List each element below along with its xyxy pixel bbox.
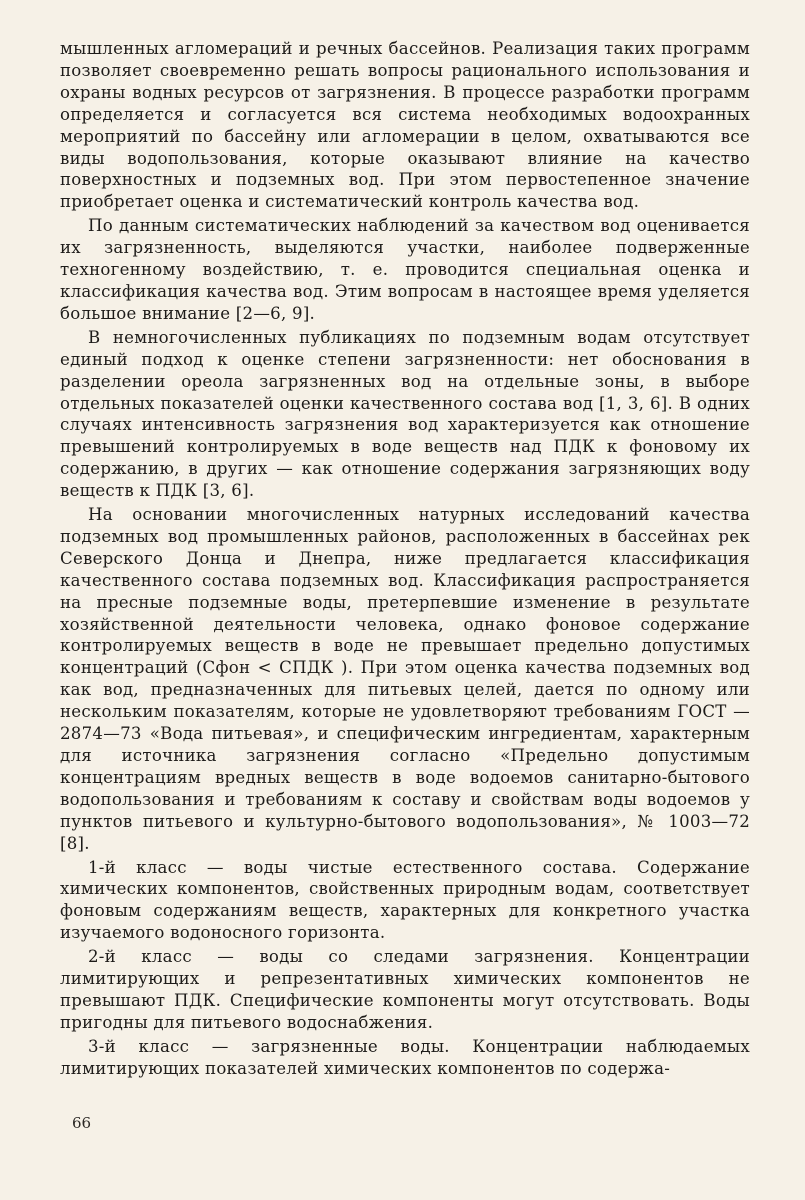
paragraph-3: В немногочисленных публикациях по подземным водам отсутствует единый подход к оценке степени загрязненности: нет обоснования в разделении ореола загрязненных вод на отдельные зоны, в выборе отдельных показателей оценки качественного состава вод [1, 3, 6]. В одних случаях интенсивность загрязнения вод характеризуется как отношение превышений контролируемых в воде веществ над ПДК к фоновому их содержанию, в других — как отношение содержания загрязняющих воду веществ к ПДК [3, 6].: [60, 327, 750, 501]
paragraph-7: 3-й класс — загрязненные воды. Концентрации наблюдаемых лимитирующих показателей химических компонентов по содержа-: [60, 1036, 750, 1078]
paragraph-5: 1-й класс — воды чистые естественного состава. Содержание химических компонентов, свойственных природным водам, соответствует фоновым содержаниям веществ, характерных для конкретного участка изучаемого водоносного горизонта.: [60, 857, 750, 943]
page-text: [60, 38, 750, 1082]
paragraph-6: 2-й класс — воды со следами загрязнения. Концентрации лимитирующих и репрезентативных химических компонентов не превышают ПДК. Специфические компоненты могут отсутствовать. Воды пригодны для питьевого водоснабжения.: [60, 947, 750, 1032]
paragraph-4: На основании многочисленных натурных исследований качества подземных вод промышленных районов, расположенных в бассейнах рек Северского Донца и Днепра, ниже предлагается классификация качественного состава подземных вод. Классификация распространяется на пресные подземные воды, претерпевшие изменение в результате хозяйственной деятельности человека, однако фоновое содержание контролируемых веществ в воде не превышает предельно допустимых концентраций (Cфон < CПДК ). При этом оценка качества подземных вод как вод, предназначенных для питьевых целей, дается по одному или нескольким показателям, которые не удовлетворяют требованиям ГОСТ — 2874—73 «Вода питьевая», и специфическим ингредиентам, характерным для источника загрязнения согласно «Предельно допустимым концентрациям вредных веществ в воде водоемов санитарно-бытового водопользования и требованиям к составу и свойствам воды водоемов у пунктов питьевого и культурно-бытового водопользования», № 1003—72 [8].: [60, 505, 750, 853]
paragraph-1: мышленных агломераций и речных бассейнов. Реализация таких программ позволяет своевременно решать вопросы рационального использования и охраны водных ресурсов от загрязнения. В процессе разработки программ определяется и согласуется вся система необходимых водоохранных мероприятий по бассейну или агломерации в целом, охватываются все виды водопользования, которые оказывают влияние на качество поверхностных и подземных вод. При этом первостепенное значение приобретает оценка и систематический контроль качества вод.: [60, 39, 750, 212]
page-number: 66: [72, 1114, 92, 1132]
paragraph-2: По данным систематических наблюдений за качеством вод оценивается их загрязненность, выделяются участки, наиболее подверженные техногенному воздействию, т. е. проводится специальная оценка и классификация качества вод. Этим вопросам в настоящее время уделяется большое внимание [2—6, 9].: [60, 216, 750, 323]
